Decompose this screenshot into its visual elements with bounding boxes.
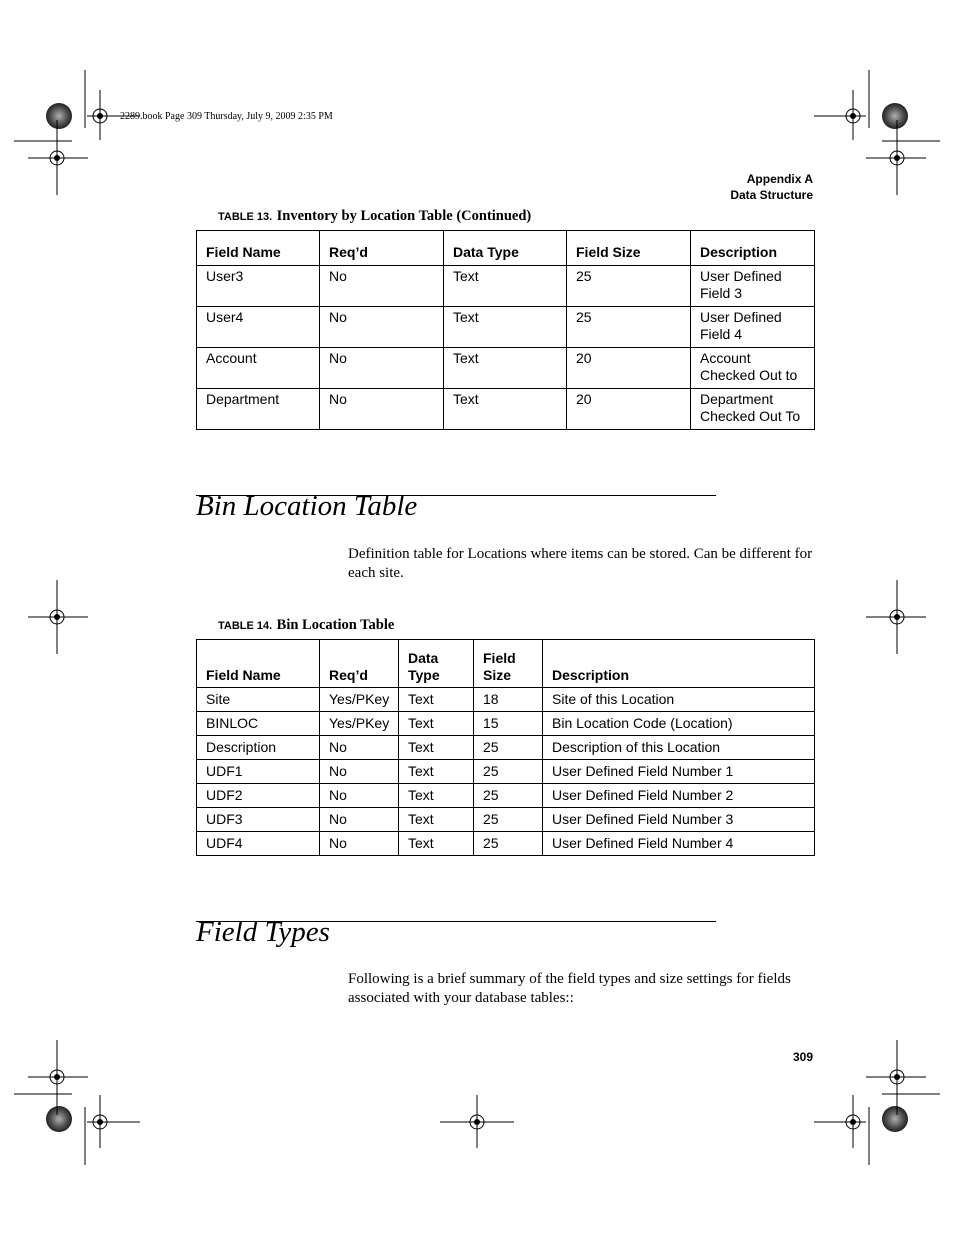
cell: 15 (474, 712, 543, 736)
cell: No (320, 736, 399, 760)
cell: No (320, 832, 399, 856)
cell: Description (197, 736, 320, 760)
cell: 25 (474, 808, 543, 832)
cell: UDF1 (197, 760, 320, 784)
cell: User Defined Field Number 2 (543, 784, 815, 808)
cell: 18 (474, 688, 543, 712)
table-row (197, 712, 815, 736)
cell: User Defined Field 3 (691, 266, 815, 307)
cell: UDF2 (197, 784, 320, 808)
cell: BINLOC (197, 712, 320, 736)
table13-label: TABLE 13. (218, 211, 273, 223)
table13-title: Inventory by Location Table (Continued) (276, 208, 532, 224)
cell: UDF3 (197, 808, 320, 832)
cell: 25 (474, 784, 543, 808)
cell: 25 (474, 760, 543, 784)
header-reqd: Req’d (320, 640, 399, 688)
cell: Description of this Location (543, 736, 815, 760)
cell: Text (399, 760, 474, 784)
table-row (197, 389, 815, 430)
header-data-type: Data Type (444, 231, 567, 266)
cell: Account (197, 348, 320, 389)
cell: Bin Location Code (Location) (543, 712, 815, 736)
heading-field-types: Field Types (196, 916, 330, 948)
header-field-name: Field Name (197, 231, 320, 266)
bin-location-paragraph: Definition table for Locations where items can be stored. Can be different for each site. (348, 546, 813, 581)
cell: No (320, 784, 399, 808)
cell: User Defined Field Number 4 (543, 832, 815, 856)
cell: No (320, 266, 444, 307)
header-description: Description (543, 640, 815, 688)
cell: 25 (474, 832, 543, 856)
field-types-paragraph: Following is a brief summary of the field types and size settings for fields associated with your database tables:: (348, 971, 791, 1006)
cell: User3 (197, 266, 320, 307)
table14-caption (218, 616, 394, 634)
cell: Site (197, 688, 320, 712)
cell: User Defined Field 4 (691, 307, 815, 348)
cell: UDF4 (197, 832, 320, 856)
running-head-appendix: Appendix A (746, 172, 813, 186)
page-number: 309 (792, 1050, 813, 1064)
cell: Department Checked Out To (691, 389, 815, 430)
table14-label: TABLE 14. (218, 620, 273, 632)
table-row (197, 348, 815, 389)
running-head-section: Data Structure (730, 188, 813, 202)
cell: No (320, 760, 399, 784)
cell: Yes/PKey (320, 712, 399, 736)
cell: Text (444, 307, 567, 348)
table-row (197, 307, 815, 348)
table14-title: Bin Location Table (276, 617, 395, 633)
cell: Text (399, 688, 474, 712)
slug-line: 2289.book Page 309 Thursday, July 9, 2009 2:35 PM (120, 111, 333, 122)
cell: Site of this Location (543, 688, 815, 712)
table-row (197, 266, 815, 307)
table14 (196, 639, 815, 856)
cell: User Defined Field Number 1 (543, 760, 815, 784)
table-row (197, 760, 815, 784)
table-row (197, 784, 815, 808)
cell: 25 (567, 266, 691, 307)
cell: Text (444, 389, 567, 430)
table-header-row (197, 231, 815, 266)
cell: 20 (567, 389, 691, 430)
table-row (197, 736, 815, 760)
heading-bin-location-table: Bin Location Table (196, 490, 418, 522)
cell: Account Checked Out to (691, 348, 815, 389)
cell: Text (399, 784, 474, 808)
cell: Text (399, 712, 474, 736)
cell: No (320, 808, 399, 832)
cell: User Defined Field Number 3 (543, 808, 815, 832)
cell: Text (444, 348, 567, 389)
cell: User4 (197, 307, 320, 348)
cell: Text (399, 832, 474, 856)
table-header-row (197, 640, 815, 688)
cell: Text (399, 808, 474, 832)
cell: No (320, 307, 444, 348)
cell: Text (399, 736, 474, 760)
cell: Yes/PKey (320, 688, 399, 712)
cell: Text (444, 266, 567, 307)
table13 (196, 230, 815, 430)
table-row (197, 832, 815, 856)
header-data-type: Data Type (399, 640, 474, 688)
table13-caption (218, 207, 531, 225)
header-field-size: Field Size (567, 231, 691, 266)
header-reqd: Req’d (320, 231, 444, 266)
cell: 25 (474, 736, 543, 760)
header-field-size: Field Size (474, 640, 543, 688)
cell: No (320, 389, 444, 430)
header-field-name: Field Name (197, 640, 320, 688)
header-description: Description (691, 231, 815, 266)
table-row (197, 808, 815, 832)
table-row (197, 688, 815, 712)
cell: Department (197, 389, 320, 430)
cell: 25 (567, 307, 691, 348)
cell: 20 (567, 348, 691, 389)
cell: No (320, 348, 444, 389)
